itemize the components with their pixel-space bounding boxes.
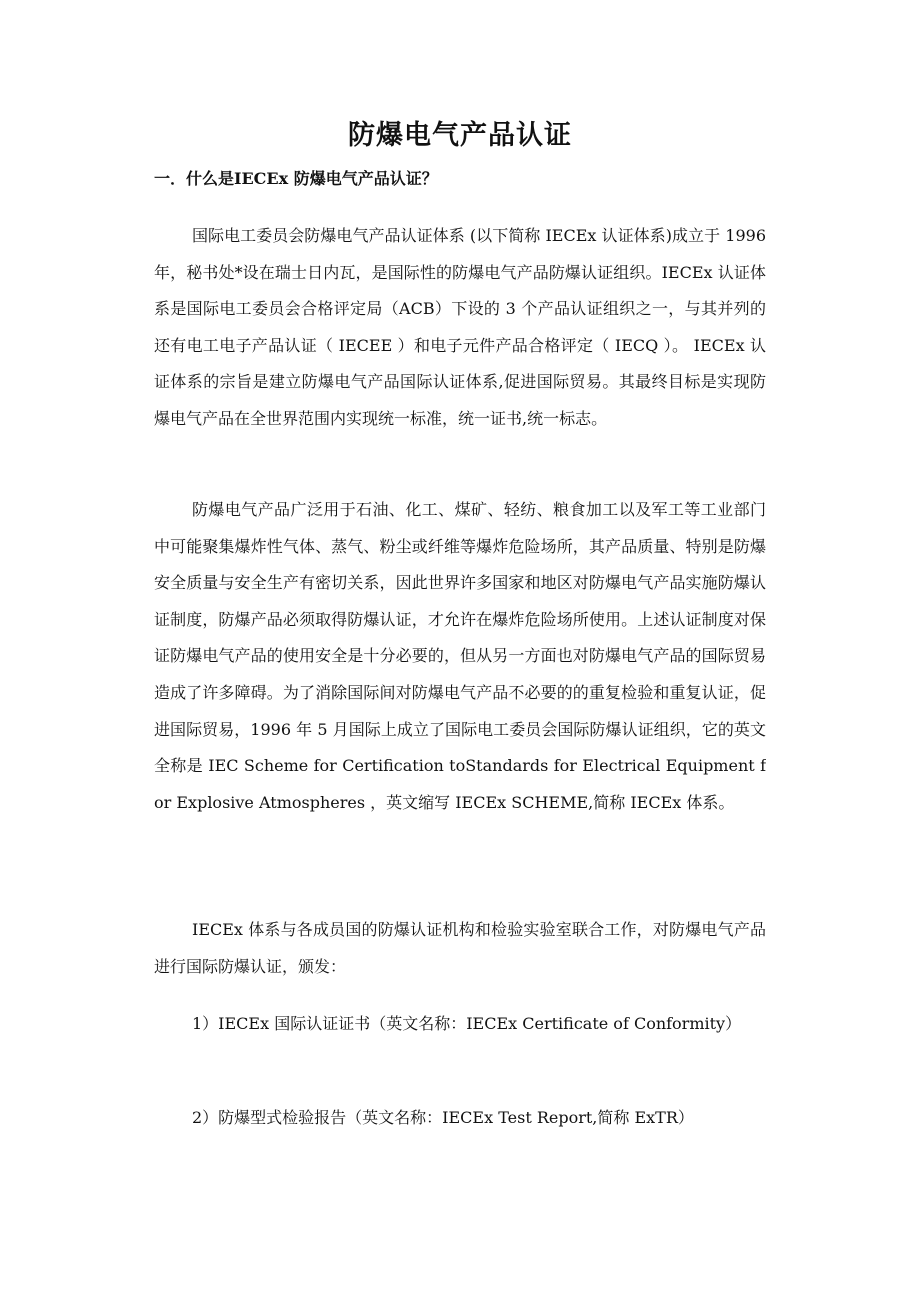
paragraph-iecex-intro: 国际电工委员会防爆电气产品认证体系 (以下简称 IECEx 认证体系)成立于 1996 年，秘书处*设在瑞士日内瓦，是国际性的防爆电气产品防爆认证组织。IECEx 认证体系是国际电工委员会合格评定局（ACB）下设的 3 个产品认证组织之一，与其并列的还有电工电子产品认证（ IECEE ）和电子元件产品合格评定（ IECQ ）。 IECEx 认证体系的宗旨是建立防爆电气产品国际认证体系,促进国际贸易。其最终目标是实现防爆电气产品在全世界范围内实现统一标准，统一证书,统一标志。	[154, 226, 766, 428]
section-heading: 一．什么是IECEx 防爆电气产品认证？	[154, 169, 438, 188]
list-item-test-report: 2）防爆型式检验报告（英文名称：IECEx Test Report,简称 ExTR）	[192, 1108, 694, 1127]
paragraph-issuance: IECEx 体系与各成员国的防爆认证机构和检验实验室联合工作，对防爆电气产品进行国际防爆认证，颁发：	[154, 920, 766, 976]
document-title: 防爆电气产品认证	[348, 120, 572, 151]
list-item-certificate: 1）IECEx 国际认证证书（英文名称：IECEx Certificate of Conformity）	[192, 1014, 742, 1033]
paragraph-usage-background: 防爆电气产品广泛用于石油、化工、煤矿、轻纺、粮食加工以及军工等工业部门中可能聚集爆炸性气体、蒸气、粉尘或纤维等爆炸危险场所，其产品质量、特别是防爆安全质量与安全生产有密切关系，因此世界许多国家和地区对防爆电气产品实施防爆认证制度，防爆产品必须取得防爆认证，才允许在爆炸危险场所使用。上述认证制度对保证防爆电气产品的使用安全是十分必要的，但从另一方面也对防爆电气产品的国际贸易造成了许多障碍。为了消除国际间对防爆电气产品不必要的的重复检验和重复认证，促进国际贸易，1996 年 5 月国际上成立了国际电工委员会国际防爆认证组织，它的英文全称是 IEC Scheme for Certification toStandards for Electrical Equipment for Explosive Atmospheres ，英文缩写 IECEx SCHEME,简称 IECEx 体系。	[154, 500, 766, 812]
